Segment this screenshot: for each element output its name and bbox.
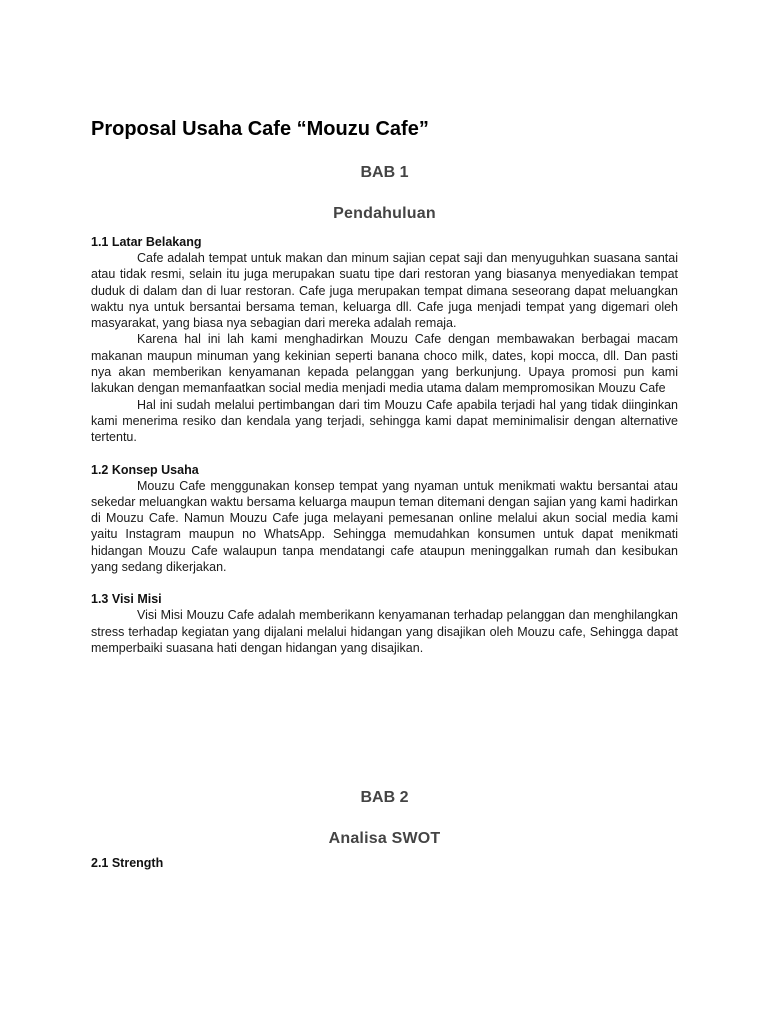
section-heading-latar-belakang: 1.1 Latar Belakang [91, 235, 202, 249]
paragraph-konsep-usaha: Mouzu Cafe menggunakan konsep tempat yang nyaman untuk menikmati waktu bersantai atau sekedar meluangkan waktu bersama keluarga maupun teman ditemani dengan sajian yang kami hadirkan di Mouzu Cafe. Namun Mouzu Cafe juga melayani pemesanan online melalui akun social media kami yaitu Instagram maupun no WhatsApp. Sehingga memudahkan konsumen untuk dapat menikmati hidangan Mouzu Cafe walaupun tanpa mendatangi cafe ataupun meninggalkan rumah dan kesibukan yang sedang dikerjakan. [91, 478, 678, 575]
bab1-label: BAB 1 [360, 164, 409, 181]
section-heading-visi-misi: 1.3 Visi Misi [91, 592, 162, 607]
bab2-heading: Analisa SWOT [328, 830, 441, 848]
paragraph-latar-belakang-2: Karena hal ini lah kami menghadirkan Mouzu Cafe dengan membawakan berbagai macam makanan maupun minuman yang kekinian seperti banana choco milk, dates, kopi mocca, dll. Dan pasti nya akan memberikan kenyamanan kepada pelanggan yang berkunjung. Upaya promosi pun kami lakukan dengan memanfaatkan social media menjadi media utama dalam mempromosikan Mouzu Cafe [91, 332, 678, 396]
bab1-heading: Pendahuluan [333, 205, 436, 222]
section-heading-strength: 2.1 Strength [91, 856, 164, 871]
bab2-label: BAB 2 [360, 789, 409, 807]
paragraph-latar-belakang-3: Hal ini sudah melalui pertimbangan dari tim Mouzu Cafe apabila terjadi hal yang tidak diinginkan kami menerima resiko dan kendala yang terjadi, sehingga kami dapat meminimalisir dengan alternative tertentu. [91, 397, 678, 445]
section-heading-konsep-usaha: 1.2 Konsep Usaha [91, 462, 199, 477]
paragraph-latar-belakang-1: Cafe adalah tempat untuk makan dan minum sajian cepat saji dan menyuguhkan suasana santai atau tidak resmi, selain itu juga merupakan suatu tipe dari restoran yang biasanya menyediakan tempat duduk di dalam dan di luar restoran. Cafe juga merupakan tempat dimana seseorang dapat meluangkan waktu nya untuk bersantai bersama teman, keluarga dll. Cafe juga menjadi tempat yang digemari oleh masyarakat, yang biasa nya sebagian dari mereka adalah remaja. [91, 251, 678, 331]
document-content [91, 116, 678, 871]
document-title: Proposal Usaha Cafe “Mouzu Cafe” [91, 118, 429, 140]
paragraph-visi-misi: Visi Misi Mouzu Cafe adalah memberikann kenyamanan terhadap pelanggan dan menghilangkan stress terhadap kegiatan yang dijalani melalui hidangan yang disajikan oleh Mouzu cafe, Sehingga dapat memperbaiki suasana hati dengan hidangan yang disajikan. [91, 608, 678, 655]
